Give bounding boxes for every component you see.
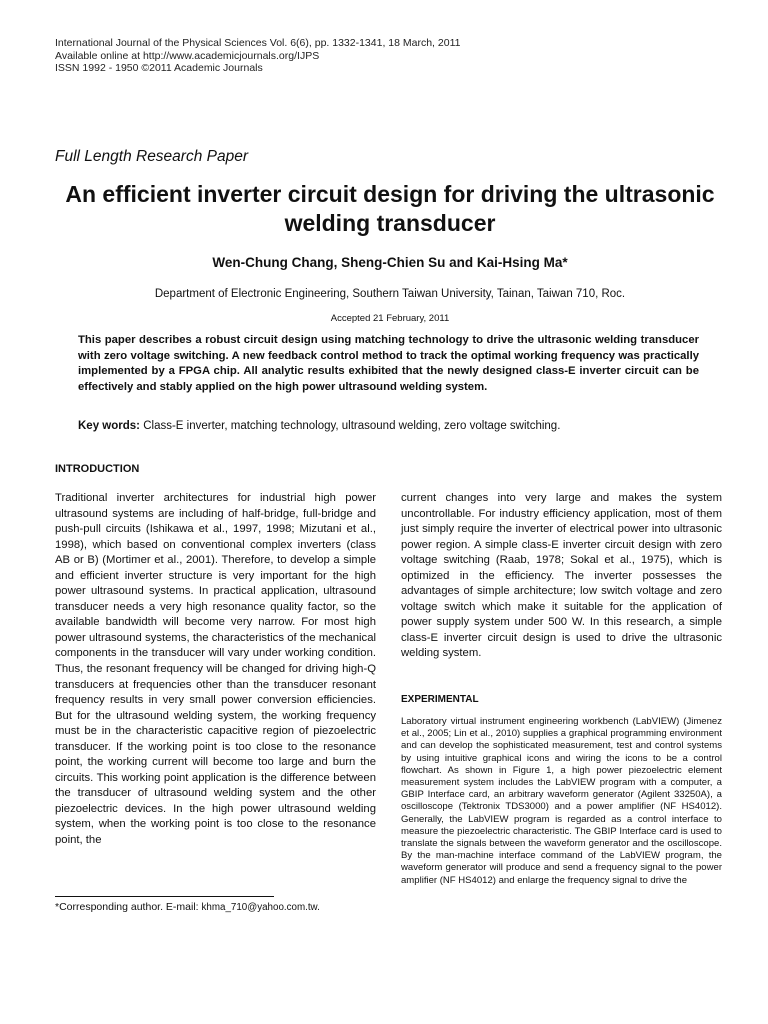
abstract: This paper describes a robust circuit design using matching technology to drive the ultrasonic welding transducer with zero voltage switching. A new feedback control method to track the optimal working frequency was practically implemented by a FPGA chip. All analytic results exhibited that the newly designed class-E inverter circuit can be effectively and stably applied on the high power ultrasound welding system. <box>78 334 699 393</box>
journal-url: Available online at http://www.academicjournals.org/IJPS <box>55 49 320 62</box>
affiliation: Department of Electronic Engineering, Southern Taiwan University, Tainan, Taiwan 710, Roc. <box>154 288 626 300</box>
paper-title: An efficient inverter circuit design for driving the ultrasonic welding transducer <box>65 181 715 236</box>
authors: Wen-Chung Chang, Sheng-Chien Su and Kai-Hsing Ma* <box>212 255 568 270</box>
keywords <box>78 420 699 432</box>
footnote-divider <box>55 896 274 897</box>
footnote-email: khma_710@yahoo.com.tw. <box>201 902 320 913</box>
journal-header <box>55 37 460 75</box>
experimental-heading: EXPERIMENTAL <box>401 694 479 705</box>
keywords-text: Class-E inverter, matching technology, ultrasound welding, zero voltage switching. <box>143 420 561 432</box>
introduction-left-column: Traditional inverter architectures for industrial high power ultrasound systems are including of half-bridge, full-bridge and push-pull circuits (Ishikawa et al., 1997, 1998; Mizutani et al., 1998), which based on conventional complex inverters (class AB or B) (Mortimer et al., 2001). Therefore, to develop a simple and efficient inverter structure is very important for the high power ultrasound systems. In practical application, ultrasound transducer needs a very high resonance quality factor, so the available bandwidth will become very narrow. For most high power ultrasound systems, the characteristics of the mechanical components in the transducer will vary under working condition. Thus, the resonant frequency will be changed for driving high-Q transducers at frequencies other than the transducer resonant frequency results in very small power conversion efficiencies. But for the ultrasound welding system, the working frequency must be in the characteristic capacitive region of piezoelectric transducer. If the working point is too close to the resonance point, the working current will become too large and burn the circuits. This working point application is the difference between the transducer of ultrasound welding system and the other piezoelectric devices. In the high power ultrasound welding system, when the working point is too close to the resonance point, the <box>55 492 376 847</box>
introduction-right-column: current changes into very large and makes the system uncontrollable. For industry efficiency application, most of them just simply require the inverter of electrical power into ultrasonic power region. A simple class-E inverter circuit design with zero voltage switching (Raab, 1978; Sokal et al., 1975), which is optimized in the efficiency. The inverter possesses the advantages of simple architecture; low switch voltage and zero voltage switch which make it suitable for the application of power supply system under 500 W. In this research, a simple class-E inverter circuit design is used to drive the ultrasonic welding system. <box>401 492 722 660</box>
footnote-label: *Corresponding author. E-mail: <box>55 901 199 913</box>
accepted-date: Accepted 21 February, 2011 <box>330 313 450 324</box>
paper-type: Full Length Research Paper <box>55 148 249 165</box>
keywords-label: Key words: <box>78 420 140 432</box>
corresponding-author-footnote <box>55 901 320 913</box>
journal-citation: International Journal of the Physical Sciences Vol. 6(6), pp. 1332-1341, 18 March, 2011 <box>55 37 461 49</box>
introduction-heading: INTRODUCTION <box>55 463 140 475</box>
experimental-text: Laboratory virtual instrument engineering workbench (LabVIEW) (Jimenez et al., 2005; Lin et al., 2010) supplies a graphical programming environment and can develop the sophisticated measurement, test and control systems by using intuitive graphical icons and wiring the icons to be a control flowchart. As shown in Figure 1, a high power piezoelectric element measurement system includes the LabVIEW program with a computer, a GBIP Interface card, an arbitrary waveform generator (Agilent 33250A), a oscilloscope (Tektronix TDS3000) and a power amplifier (NF HS4012). Generally, the LabVIEW program is regarded as a control interface to measure the piezoelectric characteristic. The GBIP Interface card is used to translate the signals between the waveform generator and the oscilloscope. By the man-machine interface command of the LabVIEW program, the waveform generator will produce and send a frequency signal to the power amplifier (NF HS4012) and enlarge the frequency signal to drive the <box>401 716 722 886</box>
journal-issn: ISSN 1992 - 1950 ©2011 Academic Journals <box>55 62 263 74</box>
